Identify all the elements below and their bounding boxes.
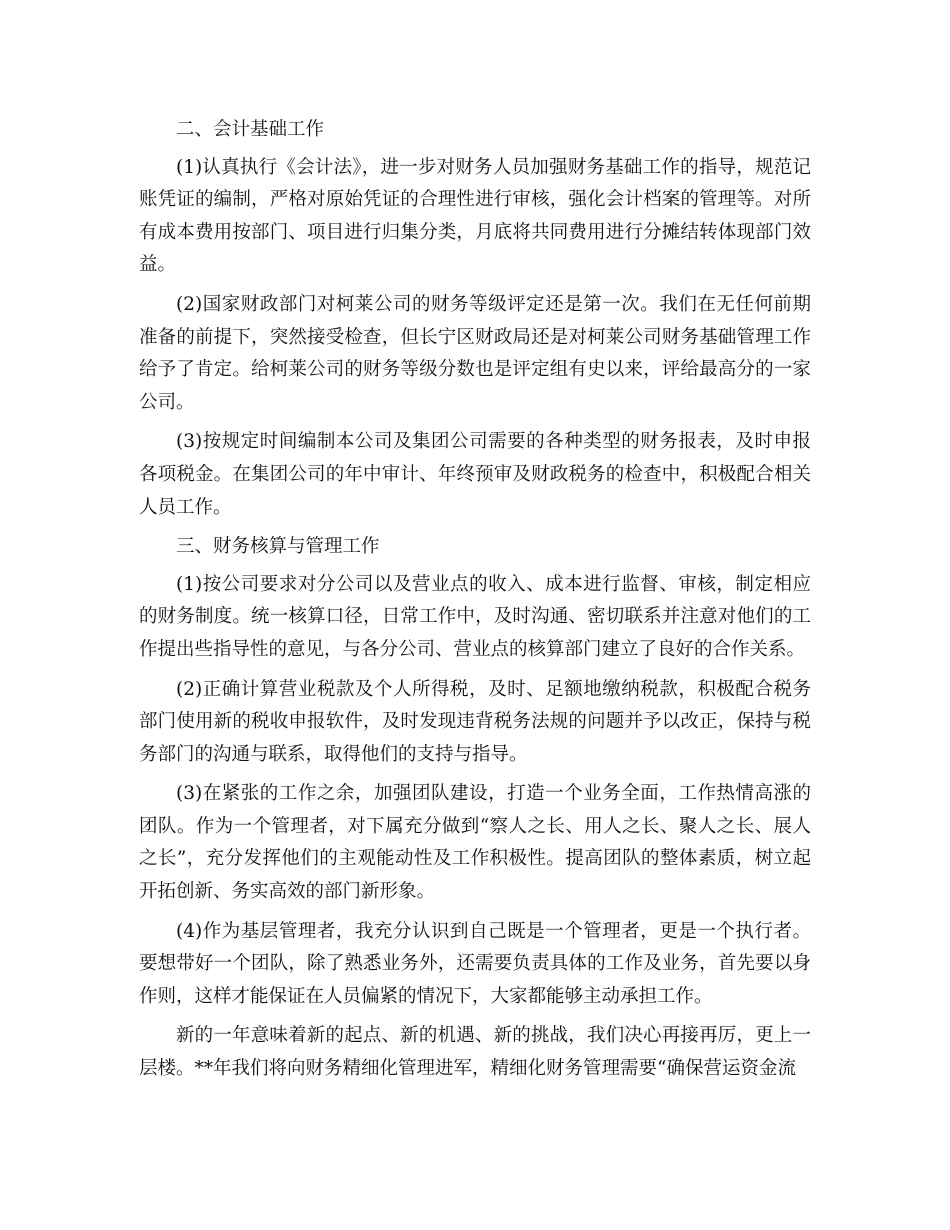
paragraph-financial-reports: (3)按规定时间编制本公司及集团公司需要的各种类型的财务报表，及时申报各项税金。在集团公司的年中审计、年终预审及财政税务的检查中，积极配合相关人员工作。 [139, 431, 811, 518]
paragraph-financial-rating: (2)国家财政部门对柯莱公司的财务等级评定还是第一次。我们在无任何前期准备的前提下，突然接受检查，但长宁区财政局还是对柯莱公司财务基础管理工作给予了肯定。给柯莱公司的财务等级分数也是评定组有史以来，评给最高分的一家公司。 [139, 293, 811, 413]
document-body [139, 114, 811, 1093]
paragraph-new-year: 新的一年意味着新的起点、新的机遇、新的挑战，我们决心再接再厉，更上一层楼。**年我们将向财务精细化管理进军，精细化财务管理需要“确保营运资金流 [139, 1025, 811, 1080]
paragraph-team-building: (3)在紧张的工作之余，加强团队建设，打造一个业务全面，工作热情高涨的团队。作为一个管理者，对下属充分做到“察人之长、用人之长、聚人之长、展人之长”，充分发挥他们的主观能动性及工作积极性。提高团队的整体素质，树立起开拓创新、务实高效的部门新形象。 [139, 783, 811, 903]
paragraph-tax-payment: (2)正确计算营业税款及个人所得税，及时、足额地缴纳税款，积极配合税务部门使用新的税收申报软件，及时发现违背税务法规的问题并予以改正，保持与税务部门的沟通与联系，取得他们的支持与指导。 [139, 678, 811, 765]
section-heading-accounting-basics: 二、会计基础工作 [176, 119, 325, 140]
paragraph-branch-supervision: (1)按公司要求对分公司以及营业点的收入、成本进行监督、审核，制定相应的财务制度。统一核算口径，日常工作中，及时沟通、密切联系并注意对他们的工作提出些指导性的意见，与各分公司、营业点的核算部门建立了良好的合作关系。 [139, 573, 811, 660]
section-heading-accounting-management: 三、财务核算与管理工作 [176, 536, 380, 558]
paragraph-accounting-law: (1)认真执行《会计法》，进一步对财务人员加强财务基础工作的指导，规范记账凭证的编制，严格对原始凭证的合理性进行审核，强化会计档案的管理等。对所有成本费用按部门、项目进行归集分类，月底将共同费用进行分摊结转体现部门效益。 [139, 156, 811, 276]
paragraph-grassroots-manager: (4)作为基层管理者，我充分认识到自己既是一个管理者，更是一个执行者。要想带好一个团队，除了熟悉业务外，还需要负责具体的工作及业务，首先要以身作则，这样才能保证在人员偏紧的情况下，大家都能够主动承担工作。 [139, 920, 811, 1007]
